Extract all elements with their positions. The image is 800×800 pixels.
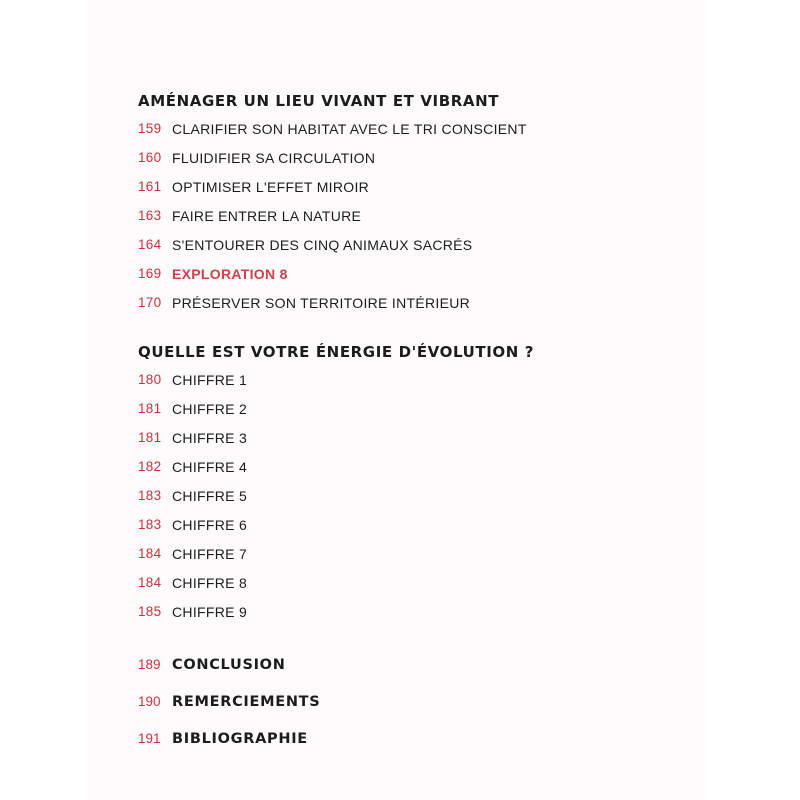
toc-list	[138, 114, 678, 317]
entry-label: REMERCIEMENTS	[172, 693, 321, 710]
page-number: 161	[138, 179, 162, 194]
toc-entry[interactable]	[138, 365, 678, 394]
entry-label: EXPLORATION 8	[172, 265, 288, 282]
page-number: 183	[138, 488, 162, 503]
page-number: 159	[138, 121, 162, 136]
entry-label: CHIFFRE 6	[172, 516, 248, 533]
section-spacer	[138, 317, 678, 339]
entry-label: CHIFFRE 8	[172, 574, 248, 591]
toc-entry[interactable]	[138, 568, 678, 597]
toc-entry[interactable]	[138, 394, 678, 423]
toc-entry[interactable]	[138, 172, 678, 201]
entry-label: FLUIDIFIER SA CIRCULATION	[172, 149, 376, 166]
toc-entry-bibliographie[interactable]	[138, 720, 678, 757]
toc-entry[interactable]	[138, 143, 678, 172]
page-number: 184	[138, 575, 162, 590]
page-number: 170	[138, 295, 162, 310]
toc-entry[interactable]	[138, 539, 678, 568]
toc-entry[interactable]	[138, 114, 678, 143]
section-title: AMÉNAGER UN LIEU VIVANT ET VIBRANT	[138, 92, 500, 110]
toc-entry[interactable]	[138, 423, 678, 452]
entry-label: FAIRE ENTRER LA NATURE	[172, 207, 362, 224]
page-number: 189	[138, 657, 161, 672]
page-number: 183	[138, 517, 162, 532]
toc-entry-conclusion[interactable]	[138, 646, 678, 683]
entry-label: S'ENTOURER DES CINQ ANIMAUX SACRÉS	[172, 236, 473, 253]
page-number: 182	[138, 459, 162, 474]
page-number: 181	[138, 430, 162, 445]
entry-label: CHIFFRE 4	[172, 458, 248, 475]
entry-label: CONCLUSION	[172, 656, 286, 673]
entry-label: CLARIFIER SON HABITAT AVEC LE TRI CONSCIENT	[172, 120, 527, 137]
page-number: 164	[138, 237, 162, 252]
toc-entry[interactable]	[138, 230, 678, 259]
entry-label: CHIFFRE 3	[172, 429, 248, 446]
entry-label: CHIFFRE 5	[172, 487, 248, 504]
page-number: 163	[138, 208, 162, 223]
page-number: 180	[138, 372, 162, 387]
entry-label: CHIFFRE 9	[172, 603, 248, 620]
toc-entry[interactable]	[138, 288, 678, 317]
page-number: 190	[138, 694, 161, 709]
page-number: 169	[138, 266, 162, 281]
toc-entry[interactable]	[138, 597, 678, 626]
toc-list	[138, 365, 678, 626]
toc-entry-exploration[interactable]	[138, 259, 678, 288]
entry-label: CHIFFRE 1	[172, 371, 248, 388]
entry-label: OPTIMISER L'EFFET MIROIR	[172, 178, 370, 195]
entry-label: BIBLIOGRAPHIE	[172, 730, 308, 747]
entry-label: CHIFFRE 2	[172, 400, 248, 417]
toc-entry[interactable]	[138, 510, 678, 539]
book-page	[88, 0, 704, 800]
table-of-contents	[138, 88, 678, 757]
page-number: 191	[138, 731, 161, 746]
page-number: 185	[138, 604, 162, 619]
toc-entry[interactable]	[138, 201, 678, 230]
section-spacer	[138, 626, 678, 646]
toc-entry-remerciements[interactable]	[138, 683, 678, 720]
toc-entry[interactable]	[138, 481, 678, 510]
toc-entry[interactable]	[138, 452, 678, 481]
page-number: 184	[138, 546, 162, 561]
entry-label: CHIFFRE 7	[172, 545, 248, 562]
page-number: 181	[138, 401, 162, 416]
entry-label: PRÉSERVER SON TERRITOIRE INTÉRIEUR	[172, 294, 471, 311]
page-number: 160	[138, 150, 162, 165]
section-title: QUELLE EST VOTRE ÉNERGIE D'ÉVOLUTION ?	[138, 343, 535, 361]
